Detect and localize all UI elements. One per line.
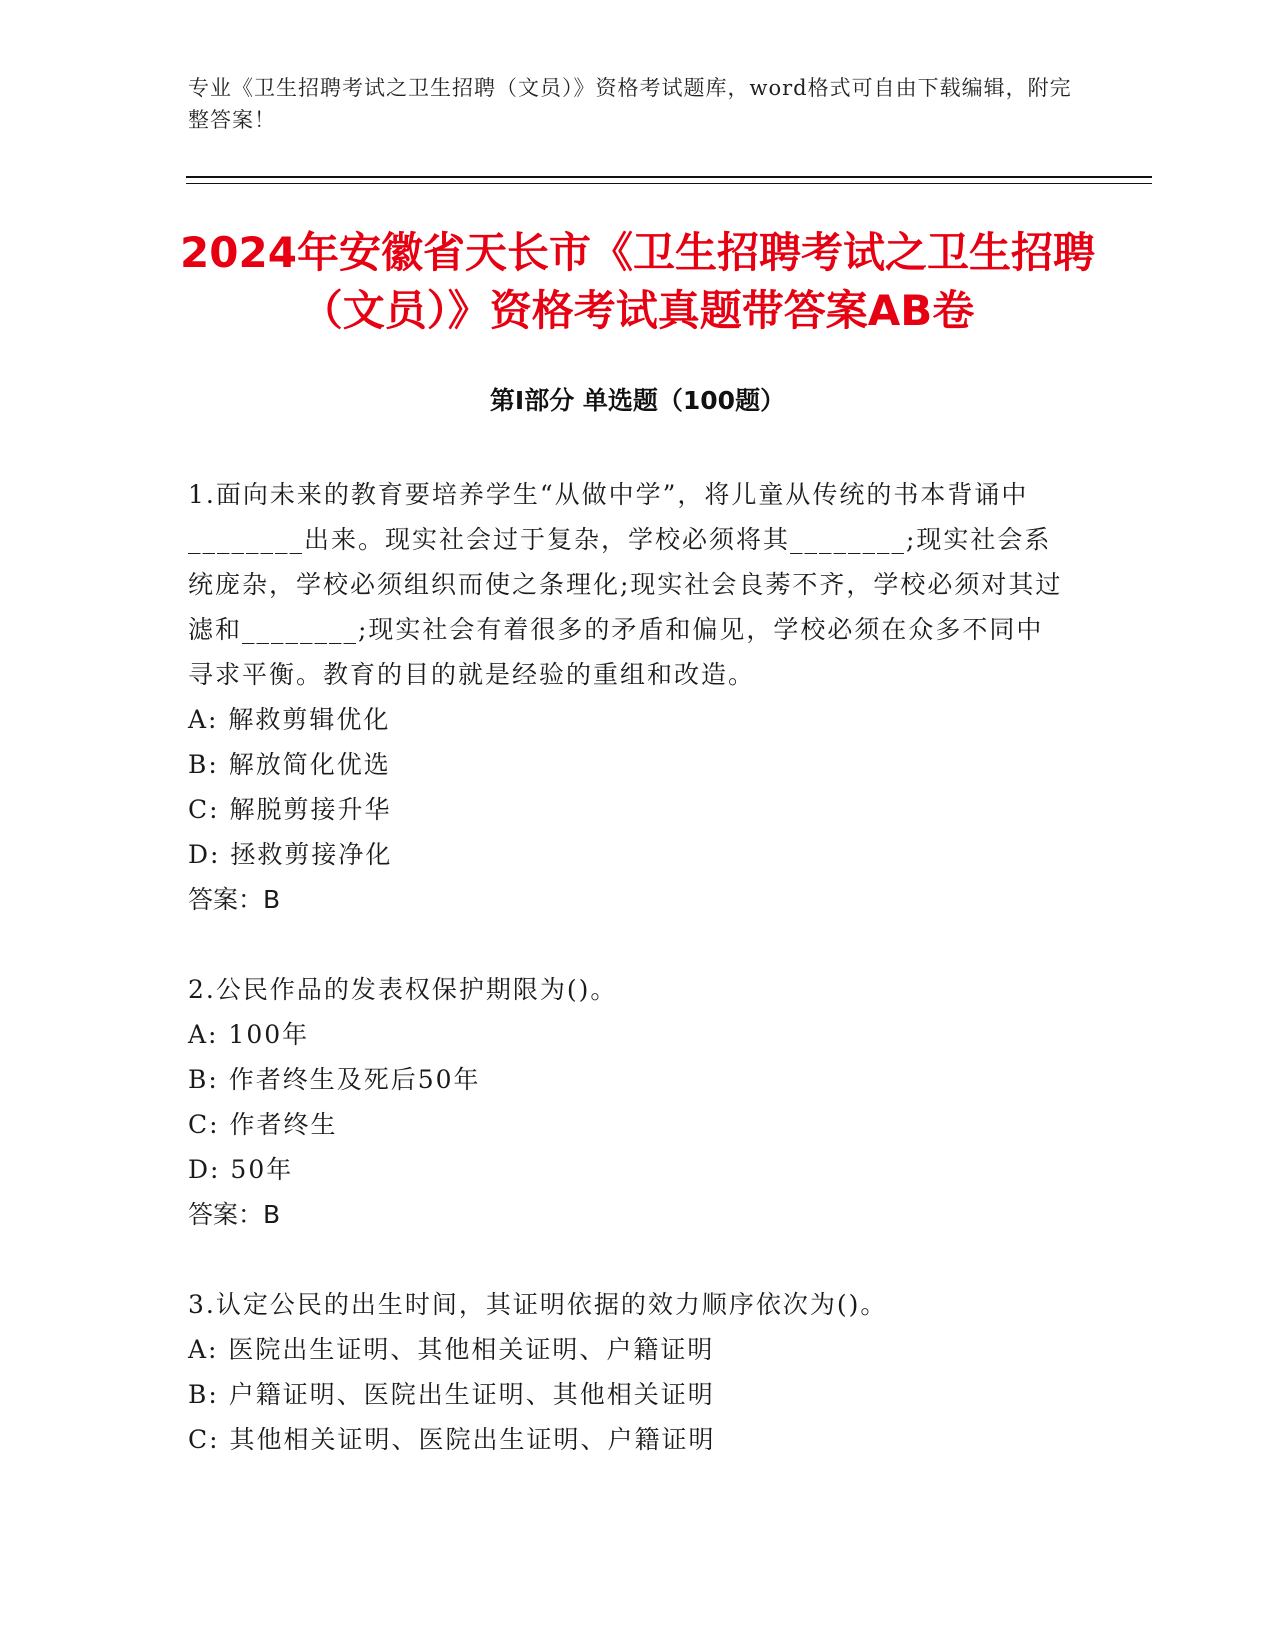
header-rule-thin <box>186 183 1152 184</box>
question-3 <box>188 1282 1068 1462</box>
document-title: 2024年安徽省天长市《卫生招聘考试之卫生招聘（文员）》资格考试真题带答案AB卷 <box>180 228 1095 335</box>
option-d: D: 拯救剪接净化 <box>188 840 393 869</box>
question-2 <box>188 967 1068 1237</box>
option-a: A: 100年 <box>188 1020 310 1049</box>
header-note: 专业《卫生招聘考试之卫生招聘（文员）》资格考试题库，word格式可自由下载编辑，附完整答案！ <box>188 76 1072 132</box>
question-stem: 1.面向未来的教育要培养学生“从做中学”，将儿童从传统的书本背诵中________出来。现实社会过于复杂，学校必须将其________;现实社会系统庞杂，学校必须组织而使之条理化;现实社会良莠不齐，学校必须对其过滤和________;现实社会有着很多的矛盾和偏见，学校必须在众多不同中寻求平衡。教育的目的就是经验的重组和改造。 <box>188 480 1063 689</box>
header-rule-thick <box>186 176 1152 178</box>
answer: 答案：B <box>188 1200 281 1229</box>
answer: 答案：B <box>188 885 281 914</box>
option-b: B: 作者终生及死后50年 <box>188 1065 481 1094</box>
option-c: C: 其他相关证明、医院出生证明、户籍证明 <box>188 1425 716 1454</box>
question-list <box>188 472 1068 1507</box>
option-b: B: 户籍证明、医院出生证明、其他相关证明 <box>188 1380 715 1409</box>
option-d: D: 50年 <box>188 1155 294 1184</box>
question-stem: 2.公民作品的发表权保护期限为()。 <box>188 975 618 1004</box>
option-b: B: 解放简化优选 <box>188 750 391 779</box>
question-stem: 3.认定公民的出生时间，其证明依据的效力顺序依次为()。 <box>188 1290 888 1319</box>
option-c: C: 解脱剪接升华 <box>188 795 392 824</box>
section-title: 第Ⅰ部分 单选题（100题） <box>489 386 786 415</box>
option-c: C: 作者终生 <box>188 1110 338 1139</box>
question-1 <box>188 472 1068 922</box>
option-a: A: 医院出生证明、其他相关证明、户籍证明 <box>188 1335 715 1364</box>
option-a: A: 解救剪辑优化 <box>188 705 391 734</box>
